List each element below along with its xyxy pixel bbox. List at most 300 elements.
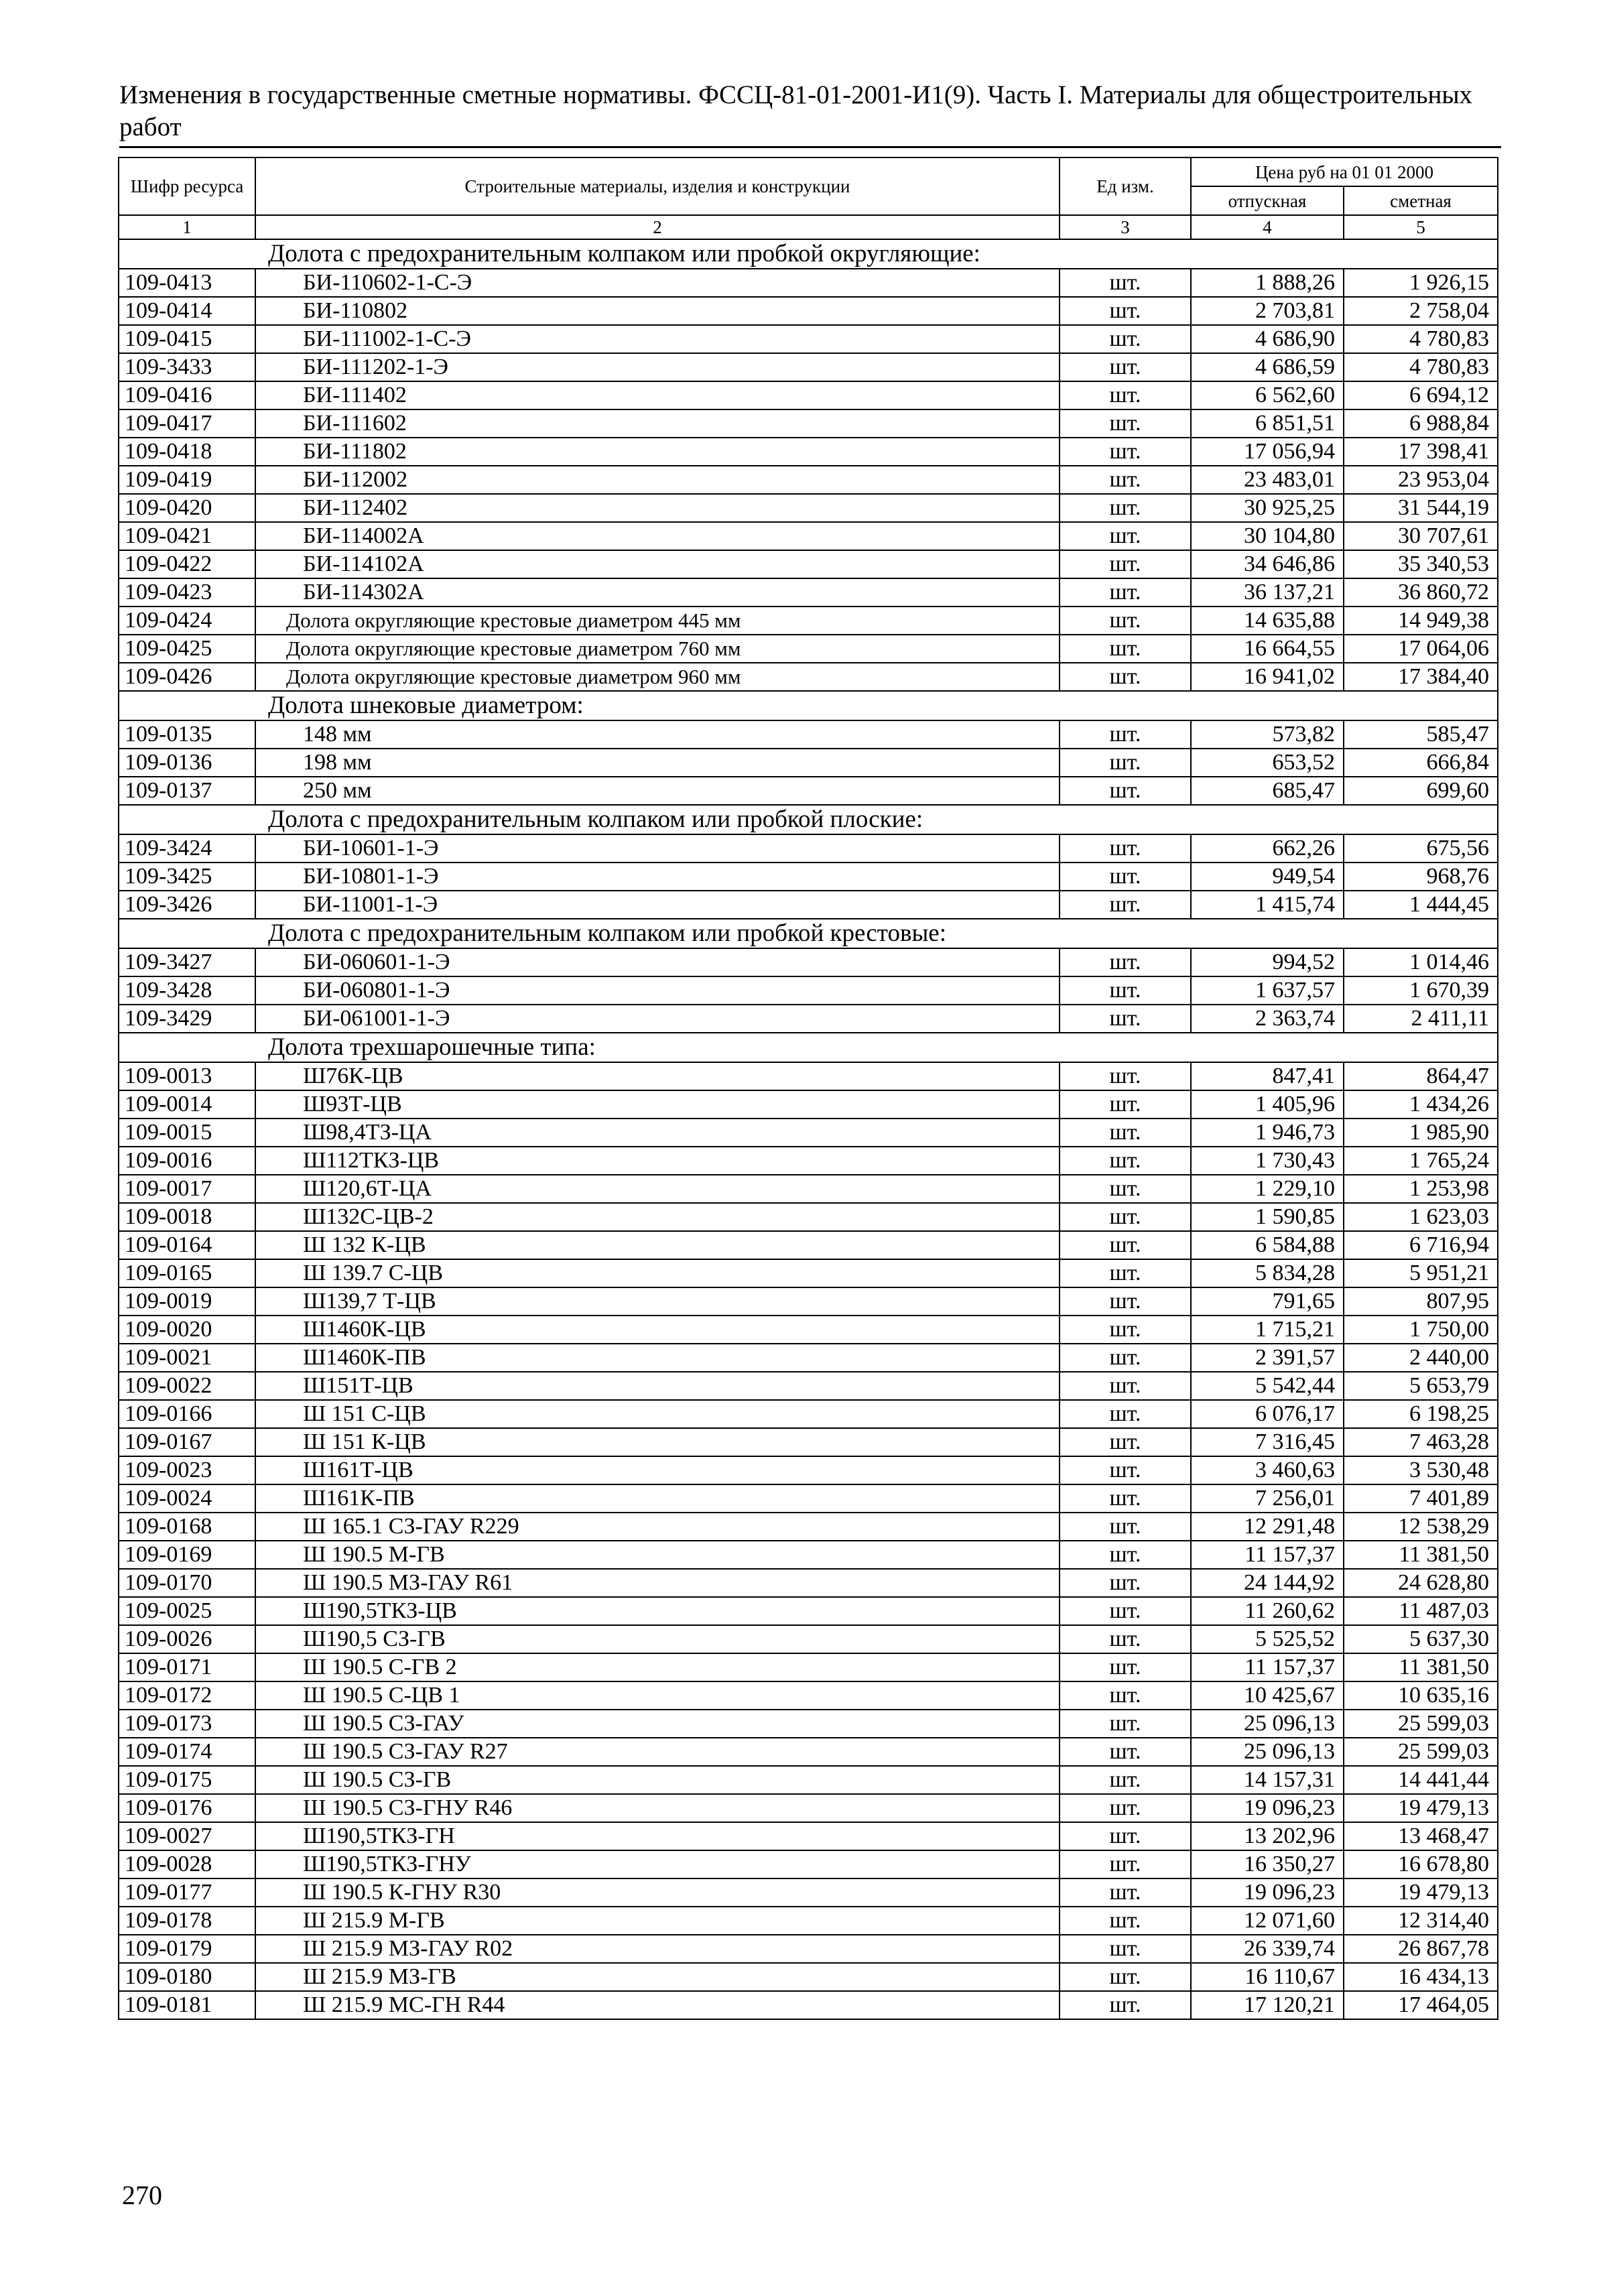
release-price-cell: 30 104,80 bbox=[1191, 522, 1344, 550]
resource-code-cell: 109-0173 bbox=[119, 1710, 255, 1738]
resource-code-cell: 109-0168 bbox=[119, 1513, 255, 1541]
resource-code-cell: 109-0418 bbox=[119, 438, 255, 466]
resource-code-cell: 109-0177 bbox=[119, 1878, 255, 1907]
table-row bbox=[119, 1794, 1498, 1822]
table-row bbox=[119, 1681, 1498, 1710]
group-header-row bbox=[119, 239, 1498, 269]
estimate-price-cell: 36 860,72 bbox=[1344, 578, 1498, 607]
material-name-cell: БИ-11001-1-Э bbox=[255, 891, 1060, 919]
table-row bbox=[119, 777, 1498, 805]
table-row bbox=[119, 1597, 1498, 1625]
table-row bbox=[119, 466, 1498, 494]
material-name-cell: Долота округляющие крестовые диаметром 960 мм bbox=[255, 663, 1060, 691]
resource-code-cell: 109-0021 bbox=[119, 1344, 255, 1372]
release-price-cell: 14 635,88 bbox=[1191, 607, 1344, 635]
unit-cell: шт. bbox=[1060, 1119, 1191, 1147]
material-name-cell: Ш 190.5 СЗ-ГАУ bbox=[255, 1710, 1060, 1738]
unit-cell: шт. bbox=[1060, 1569, 1191, 1597]
resource-code-cell: 109-0178 bbox=[119, 1907, 255, 1935]
unit-cell: шт. bbox=[1060, 550, 1191, 578]
release-price-cell: 11 157,37 bbox=[1191, 1541, 1344, 1569]
release-price-cell: 5 525,52 bbox=[1191, 1625, 1344, 1653]
estimate-price-cell: 968,76 bbox=[1344, 863, 1498, 891]
material-name-cell: Ш190,5ТКЗ-ГНУ bbox=[255, 1850, 1060, 1878]
resource-code-cell: 109-0166 bbox=[119, 1400, 255, 1428]
table-row bbox=[119, 1484, 1498, 1513]
estimate-price-cell: 13 468,47 bbox=[1344, 1822, 1498, 1850]
estimate-price-cell: 1 926,15 bbox=[1344, 269, 1498, 297]
release-price-cell: 1 229,10 bbox=[1191, 1175, 1344, 1203]
material-name-cell: Ш 215.9 МЗ-ГАУ R02 bbox=[255, 1935, 1060, 1963]
unit-cell: шт. bbox=[1060, 438, 1191, 466]
release-price-cell: 16 110,67 bbox=[1191, 1963, 1344, 1991]
column-number: 3 bbox=[1060, 215, 1191, 239]
resource-code-cell: 109-0137 bbox=[119, 777, 255, 805]
unit-cell: шт. bbox=[1060, 1400, 1191, 1428]
material-name-cell: БИ-10801-1-Э bbox=[255, 863, 1060, 891]
table-row bbox=[119, 1259, 1498, 1287]
unit-cell: шт. bbox=[1060, 834, 1191, 863]
release-price-cell: 14 157,31 bbox=[1191, 1766, 1344, 1794]
release-price-cell: 7 256,01 bbox=[1191, 1484, 1344, 1513]
header-release-price: отпускная bbox=[1191, 186, 1344, 215]
resource-code-cell: 109-0424 bbox=[119, 607, 255, 635]
table-row bbox=[119, 720, 1498, 749]
estimate-price-cell: 35 340,53 bbox=[1344, 550, 1498, 578]
estimate-price-cell: 4 780,83 bbox=[1344, 353, 1498, 381]
material-name-cell: БИ-111402 bbox=[255, 381, 1060, 409]
material-name-cell: БИ-114002А bbox=[255, 522, 1060, 550]
material-name-cell: Ш 165.1 СЗ-ГАУ R229 bbox=[255, 1513, 1060, 1541]
release-price-cell: 12 291,48 bbox=[1191, 1513, 1344, 1541]
material-name-cell: Ш112ТКЗ-ЦВ bbox=[255, 1147, 1060, 1175]
unit-cell: шт. bbox=[1060, 494, 1191, 522]
column-number: 2 bbox=[255, 215, 1060, 239]
price-table bbox=[118, 157, 1498, 2020]
column-numbers-row bbox=[119, 215, 1498, 239]
header-price: Цена руб на 01 01 2000 bbox=[1191, 157, 1498, 186]
material-name-cell: БИ-10601-1-Э bbox=[255, 834, 1060, 863]
material-name-cell: БИ-061001-1-Э bbox=[255, 1005, 1060, 1033]
release-price-cell: 662,26 bbox=[1191, 834, 1344, 863]
release-price-cell: 23 483,01 bbox=[1191, 466, 1344, 494]
estimate-price-cell: 2 758,04 bbox=[1344, 297, 1498, 325]
material-name-cell: Ш190,5ТКЗ-ГН bbox=[255, 1822, 1060, 1850]
unit-cell: шт. bbox=[1060, 466, 1191, 494]
resource-code-cell: 109-3425 bbox=[119, 863, 255, 891]
estimate-price-cell: 7 401,89 bbox=[1344, 1484, 1498, 1513]
material-name-cell: 198 мм bbox=[255, 749, 1060, 777]
table-row bbox=[119, 976, 1498, 1005]
release-price-cell: 1 415,74 bbox=[1191, 891, 1344, 919]
estimate-price-cell: 12 314,40 bbox=[1344, 1907, 1498, 1935]
unit-cell: шт. bbox=[1060, 1484, 1191, 1513]
unit-cell: шт. bbox=[1060, 409, 1191, 438]
material-name-cell: Ш 190.5 СЗ-ГАУ R27 bbox=[255, 1738, 1060, 1766]
resource-code-cell: 109-0017 bbox=[119, 1175, 255, 1203]
estimate-price-cell: 666,84 bbox=[1344, 749, 1498, 777]
material-name-cell: 148 мм bbox=[255, 720, 1060, 749]
resource-code-cell: 109-0019 bbox=[119, 1287, 255, 1316]
material-name-cell: БИ-060801-1-Э bbox=[255, 976, 1060, 1005]
release-price-cell: 4 686,90 bbox=[1191, 325, 1344, 353]
page-number: 270 bbox=[122, 2180, 162, 2210]
resource-code-cell: 109-3428 bbox=[119, 976, 255, 1005]
estimate-price-cell: 5 951,21 bbox=[1344, 1259, 1498, 1287]
column-number: 1 bbox=[119, 215, 255, 239]
material-name-cell: Ш120,6Т-ЦА bbox=[255, 1175, 1060, 1203]
table-row bbox=[119, 409, 1498, 438]
unit-cell: шт. bbox=[1060, 522, 1191, 550]
estimate-price-cell: 19 479,13 bbox=[1344, 1794, 1498, 1822]
material-name-cell: Ш 190.5 СЗ-ГВ bbox=[255, 1766, 1060, 1794]
material-name-cell: Ш161К-ПВ bbox=[255, 1484, 1060, 1513]
release-price-cell: 2 363,74 bbox=[1191, 1005, 1344, 1033]
unit-cell: шт. bbox=[1060, 1907, 1191, 1935]
estimate-price-cell: 4 780,83 bbox=[1344, 325, 1498, 353]
table-row bbox=[119, 353, 1498, 381]
resource-code-cell: 109-0181 bbox=[119, 1991, 255, 2019]
release-price-cell: 6 851,51 bbox=[1191, 409, 1344, 438]
unit-cell: шт. bbox=[1060, 297, 1191, 325]
material-name-cell: Ш98,4ТЗ-ЦА bbox=[255, 1119, 1060, 1147]
release-price-cell: 1 590,85 bbox=[1191, 1203, 1344, 1231]
table-row bbox=[119, 1456, 1498, 1484]
estimate-price-cell: 1 444,45 bbox=[1344, 891, 1498, 919]
unit-cell: шт. bbox=[1060, 1963, 1191, 1991]
resource-code-cell: 109-3426 bbox=[119, 891, 255, 919]
material-name-cell: БИ-111802 bbox=[255, 438, 1060, 466]
estimate-price-cell: 864,47 bbox=[1344, 1062, 1498, 1090]
table-row bbox=[119, 438, 1498, 466]
release-price-cell: 1 637,57 bbox=[1191, 976, 1344, 1005]
release-price-cell: 5 834,28 bbox=[1191, 1259, 1344, 1287]
unit-cell: шт. bbox=[1060, 891, 1191, 919]
estimate-price-cell: 585,47 bbox=[1344, 720, 1498, 749]
unit-cell: шт. bbox=[1060, 578, 1191, 607]
resource-code-cell: 109-0175 bbox=[119, 1766, 255, 1794]
estimate-price-cell: 6 694,12 bbox=[1344, 381, 1498, 409]
unit-cell: шт. bbox=[1060, 663, 1191, 691]
material-name-cell: Ш190,5 СЗ-ГВ bbox=[255, 1625, 1060, 1653]
material-name-cell: Ш 132 К-ЦВ bbox=[255, 1231, 1060, 1259]
release-price-cell: 1 730,43 bbox=[1191, 1147, 1344, 1175]
table-row bbox=[119, 297, 1498, 325]
unit-cell: шт. bbox=[1060, 1428, 1191, 1456]
unit-cell: шт. bbox=[1060, 325, 1191, 353]
resource-code-cell: 109-0022 bbox=[119, 1372, 255, 1400]
resource-code-cell: 109-3433 bbox=[119, 353, 255, 381]
table-row bbox=[119, 522, 1498, 550]
header-code: Шифр ресурса bbox=[119, 157, 255, 215]
table-body bbox=[119, 239, 1498, 2019]
estimate-price-cell: 1 434,26 bbox=[1344, 1090, 1498, 1119]
unit-cell: шт. bbox=[1060, 1710, 1191, 1738]
resource-code-cell: 109-0422 bbox=[119, 550, 255, 578]
resource-code-cell: 109-0026 bbox=[119, 1625, 255, 1653]
release-price-cell: 25 096,13 bbox=[1191, 1738, 1344, 1766]
estimate-price-cell: 1 670,39 bbox=[1344, 976, 1498, 1005]
estimate-price-cell: 14 441,44 bbox=[1344, 1766, 1498, 1794]
material-name-cell: Ш 139.7 С-ЦВ bbox=[255, 1259, 1060, 1287]
release-price-cell: 994,52 bbox=[1191, 948, 1344, 976]
material-name-cell: Ш 190.5 МЗ-ГАУ R61 bbox=[255, 1569, 1060, 1597]
material-name-cell: БИ-060601-1-Э bbox=[255, 948, 1060, 976]
group-header-row bbox=[119, 691, 1498, 720]
table-row bbox=[119, 578, 1498, 607]
release-price-cell: 12 071,60 bbox=[1191, 1907, 1344, 1935]
unit-cell: шт. bbox=[1060, 1062, 1191, 1090]
estimate-price-cell: 7 463,28 bbox=[1344, 1428, 1498, 1456]
estimate-price-cell: 16 434,13 bbox=[1344, 1963, 1498, 1991]
table-row bbox=[119, 1822, 1498, 1850]
material-name-cell: Ш139,7 Т-ЦВ bbox=[255, 1287, 1060, 1316]
unit-cell: шт. bbox=[1060, 607, 1191, 635]
estimate-price-cell: 26 867,78 bbox=[1344, 1935, 1498, 1963]
table-row bbox=[119, 1344, 1498, 1372]
resource-code-cell: 109-0014 bbox=[119, 1090, 255, 1119]
group-header-row bbox=[119, 919, 1498, 948]
unit-cell: шт. bbox=[1060, 1203, 1191, 1231]
table-row bbox=[119, 1935, 1498, 1963]
table-row bbox=[119, 663, 1498, 691]
header-unit: Ед изм. bbox=[1060, 157, 1191, 215]
material-name-cell: БИ-111202-1-Э bbox=[255, 353, 1060, 381]
table-row bbox=[119, 948, 1498, 976]
material-name-cell: Ш 151 К-ЦВ bbox=[255, 1428, 1060, 1456]
table-row bbox=[119, 1231, 1498, 1259]
title-rule bbox=[119, 146, 1501, 148]
release-price-cell: 1 405,96 bbox=[1191, 1090, 1344, 1119]
table-row bbox=[119, 381, 1498, 409]
resource-code-cell: 109-0013 bbox=[119, 1062, 255, 1090]
table-row bbox=[119, 1878, 1498, 1907]
release-price-cell: 19 096,23 bbox=[1191, 1878, 1344, 1907]
release-price-cell: 1 888,26 bbox=[1191, 269, 1344, 297]
material-name-cell: Ш 151 С-ЦВ bbox=[255, 1400, 1060, 1428]
resource-code-cell: 109-0024 bbox=[119, 1484, 255, 1513]
resource-code-cell: 109-0417 bbox=[119, 409, 255, 438]
material-name-cell: БИ-110602-1-С-Э bbox=[255, 269, 1060, 297]
resource-code-cell: 109-0018 bbox=[119, 1203, 255, 1231]
estimate-price-cell: 11 381,50 bbox=[1344, 1541, 1498, 1569]
table-row bbox=[119, 1090, 1498, 1119]
unit-cell: шт. bbox=[1060, 1175, 1191, 1203]
table-row bbox=[119, 325, 1498, 353]
release-price-cell: 11 157,37 bbox=[1191, 1653, 1344, 1681]
estimate-price-cell: 17 384,40 bbox=[1344, 663, 1498, 691]
material-name-cell: БИ-111602 bbox=[255, 409, 1060, 438]
table-row bbox=[119, 1203, 1498, 1231]
unit-cell: шт. bbox=[1060, 1878, 1191, 1907]
table-row bbox=[119, 1569, 1498, 1597]
estimate-price-cell: 807,95 bbox=[1344, 1287, 1498, 1316]
resource-code-cell: 109-0421 bbox=[119, 522, 255, 550]
material-name-cell: БИ-114302А bbox=[255, 578, 1060, 607]
material-name-cell: Ш1460К-ПВ bbox=[255, 1344, 1060, 1372]
estimate-price-cell: 675,56 bbox=[1344, 834, 1498, 863]
table-row bbox=[119, 834, 1498, 863]
unit-cell: шт. bbox=[1060, 1597, 1191, 1625]
material-name-cell: Ш161Т-ЦВ bbox=[255, 1456, 1060, 1484]
release-price-cell: 685,47 bbox=[1191, 777, 1344, 805]
release-price-cell: 13 202,96 bbox=[1191, 1822, 1344, 1850]
release-price-cell: 5 542,44 bbox=[1191, 1372, 1344, 1400]
table-row bbox=[119, 1850, 1498, 1878]
resource-code-cell: 109-0423 bbox=[119, 578, 255, 607]
estimate-price-cell: 10 635,16 bbox=[1344, 1681, 1498, 1710]
resource-code-cell: 109-0169 bbox=[119, 1541, 255, 1569]
unit-cell: шт. bbox=[1060, 777, 1191, 805]
resource-code-cell: 109-0425 bbox=[119, 635, 255, 663]
release-price-cell: 6 076,17 bbox=[1191, 1400, 1344, 1428]
material-name-cell: Долота округляющие крестовые диаметром 760 мм bbox=[255, 635, 1060, 663]
material-name-cell: Ш 215.9 МС-ГН R44 bbox=[255, 1991, 1060, 2019]
material-name-cell: Ш76К-ЦВ bbox=[255, 1062, 1060, 1090]
group-title: Долота шнековые диаметром: bbox=[119, 691, 1498, 720]
unit-cell: шт. bbox=[1060, 1822, 1191, 1850]
resource-code-cell: 109-0416 bbox=[119, 381, 255, 409]
resource-code-cell: 109-0165 bbox=[119, 1259, 255, 1287]
material-name-cell: БИ-110802 bbox=[255, 297, 1060, 325]
resource-code-cell: 109-0176 bbox=[119, 1794, 255, 1822]
unit-cell: шт. bbox=[1060, 1147, 1191, 1175]
material-name-cell: Ш 190.5 К-ГНУ R30 bbox=[255, 1878, 1060, 1907]
unit-cell: шт. bbox=[1060, 749, 1191, 777]
estimate-price-cell: 2 411,11 bbox=[1344, 1005, 1498, 1033]
release-price-cell: 19 096,23 bbox=[1191, 1794, 1344, 1822]
material-name-cell: БИ-112002 bbox=[255, 466, 1060, 494]
release-price-cell: 16 941,02 bbox=[1191, 663, 1344, 691]
estimate-price-cell: 1 623,03 bbox=[1344, 1203, 1498, 1231]
estimate-price-cell: 1 765,24 bbox=[1344, 1147, 1498, 1175]
group-title: Долота с предохранительным колпаком или пробкой плоские: bbox=[119, 805, 1498, 834]
table-row bbox=[119, 749, 1498, 777]
estimate-price-cell: 30 707,61 bbox=[1344, 522, 1498, 550]
unit-cell: шт. bbox=[1060, 1625, 1191, 1653]
resource-code-cell: 109-0179 bbox=[119, 1935, 255, 1963]
release-price-cell: 24 144,92 bbox=[1191, 1569, 1344, 1597]
resource-code-cell: 109-0180 bbox=[119, 1963, 255, 1991]
group-title: Долота с предохранительным колпаком или пробкой округляющие: bbox=[119, 239, 1498, 269]
release-price-cell: 36 137,21 bbox=[1191, 578, 1344, 607]
estimate-price-cell: 5 653,79 bbox=[1344, 1372, 1498, 1400]
release-price-cell: 847,41 bbox=[1191, 1062, 1344, 1090]
page-title: Изменения в государственные сметные нормативы. ФССЦ-81-01-2001-И1(9). Часть I. Материалы для общестроительных работ bbox=[119, 80, 1473, 141]
table-row bbox=[119, 1766, 1498, 1794]
estimate-price-cell: 6 716,94 bbox=[1344, 1231, 1498, 1259]
unit-cell: шт. bbox=[1060, 1766, 1191, 1794]
table-row bbox=[119, 1175, 1498, 1203]
estimate-price-cell: 1 985,90 bbox=[1344, 1119, 1498, 1147]
unit-cell: шт. bbox=[1060, 381, 1191, 409]
table-row bbox=[119, 1287, 1498, 1316]
resource-code-cell: 109-0170 bbox=[119, 1569, 255, 1597]
unit-cell: шт. bbox=[1060, 720, 1191, 749]
header-name: Строительные материалы, изделия и конструкции bbox=[255, 157, 1060, 215]
group-title: Долота трехшарошечные типа: bbox=[119, 1033, 1498, 1062]
release-price-cell: 11 260,62 bbox=[1191, 1597, 1344, 1625]
unit-cell: шт. bbox=[1060, 948, 1191, 976]
release-price-cell: 26 339,74 bbox=[1191, 1935, 1344, 1963]
resource-code-cell: 109-0015 bbox=[119, 1119, 255, 1147]
estimate-price-cell: 11 487,03 bbox=[1344, 1597, 1498, 1625]
group-header-row bbox=[119, 1033, 1498, 1062]
release-price-cell: 2 391,57 bbox=[1191, 1344, 1344, 1372]
table-row bbox=[119, 1316, 1498, 1344]
release-price-cell: 2 703,81 bbox=[1191, 297, 1344, 325]
release-price-cell: 573,82 bbox=[1191, 720, 1344, 749]
release-price-cell: 6 562,60 bbox=[1191, 381, 1344, 409]
release-price-cell: 7 316,45 bbox=[1191, 1428, 1344, 1456]
unit-cell: шт. bbox=[1060, 1513, 1191, 1541]
table-row bbox=[119, 550, 1498, 578]
release-price-cell: 25 096,13 bbox=[1191, 1710, 1344, 1738]
resource-code-cell: 109-3427 bbox=[119, 948, 255, 976]
group-title: Долота с предохранительным колпаком или пробкой крестовые: bbox=[119, 919, 1498, 948]
resource-code-cell: 109-0413 bbox=[119, 269, 255, 297]
material-name-cell: Ш 190.5 С-ГВ 2 bbox=[255, 1653, 1060, 1681]
resource-code-cell: 109-0414 bbox=[119, 297, 255, 325]
unit-cell: шт. bbox=[1060, 1287, 1191, 1316]
estimate-price-cell: 6 198,25 bbox=[1344, 1400, 1498, 1428]
release-price-cell: 10 425,67 bbox=[1191, 1681, 1344, 1710]
resource-code-cell: 109-0020 bbox=[119, 1316, 255, 1344]
material-name-cell: БИ-112402 bbox=[255, 494, 1060, 522]
estimate-price-cell: 24 628,80 bbox=[1344, 1569, 1498, 1597]
table-row bbox=[119, 1907, 1498, 1935]
estimate-price-cell: 1 014,46 bbox=[1344, 948, 1498, 976]
material-name-cell: Ш151Т-ЦВ bbox=[255, 1372, 1060, 1400]
release-price-cell: 949,54 bbox=[1191, 863, 1344, 891]
resource-code-cell: 109-0171 bbox=[119, 1653, 255, 1681]
material-name-cell: БИ-114102А bbox=[255, 550, 1060, 578]
estimate-price-cell: 6 988,84 bbox=[1344, 409, 1498, 438]
table-row bbox=[119, 494, 1498, 522]
resource-code-cell: 109-0028 bbox=[119, 1850, 255, 1878]
material-name-cell: Ш132С-ЦВ-2 bbox=[255, 1203, 1060, 1231]
unit-cell: шт. bbox=[1060, 1456, 1191, 1484]
release-price-cell: 17 056,94 bbox=[1191, 438, 1344, 466]
table-row bbox=[119, 891, 1498, 919]
resource-code-cell: 109-0025 bbox=[119, 1597, 255, 1625]
resource-code-cell: 109-3429 bbox=[119, 1005, 255, 1033]
resource-code-cell: 109-0419 bbox=[119, 466, 255, 494]
unit-cell: шт. bbox=[1060, 1090, 1191, 1119]
unit-cell: шт. bbox=[1060, 976, 1191, 1005]
resource-code-cell: 109-0136 bbox=[119, 749, 255, 777]
estimate-price-cell: 14 949,38 bbox=[1344, 607, 1498, 635]
release-price-cell: 4 686,59 bbox=[1191, 353, 1344, 381]
release-price-cell: 17 120,21 bbox=[1191, 1991, 1344, 2019]
resource-code-cell: 109-0172 bbox=[119, 1681, 255, 1710]
header-estimate-price: сметная bbox=[1344, 186, 1498, 215]
table-row bbox=[119, 635, 1498, 663]
table-row bbox=[119, 607, 1498, 635]
resource-code-cell: 109-0016 bbox=[119, 1147, 255, 1175]
resource-code-cell: 109-0167 bbox=[119, 1428, 255, 1456]
material-name-cell: Ш 215.9 МЗ-ГВ bbox=[255, 1963, 1060, 1991]
unit-cell: шт. bbox=[1060, 353, 1191, 381]
estimate-price-cell: 23 953,04 bbox=[1344, 466, 1498, 494]
table-row bbox=[119, 1710, 1498, 1738]
unit-cell: шт. bbox=[1060, 1653, 1191, 1681]
resource-code-cell: 109-0174 bbox=[119, 1738, 255, 1766]
estimate-price-cell: 25 599,03 bbox=[1344, 1738, 1498, 1766]
estimate-price-cell: 11 381,50 bbox=[1344, 1653, 1498, 1681]
material-name-cell: БИ-111002-1-С-Э bbox=[255, 325, 1060, 353]
column-number: 5 bbox=[1344, 215, 1498, 239]
